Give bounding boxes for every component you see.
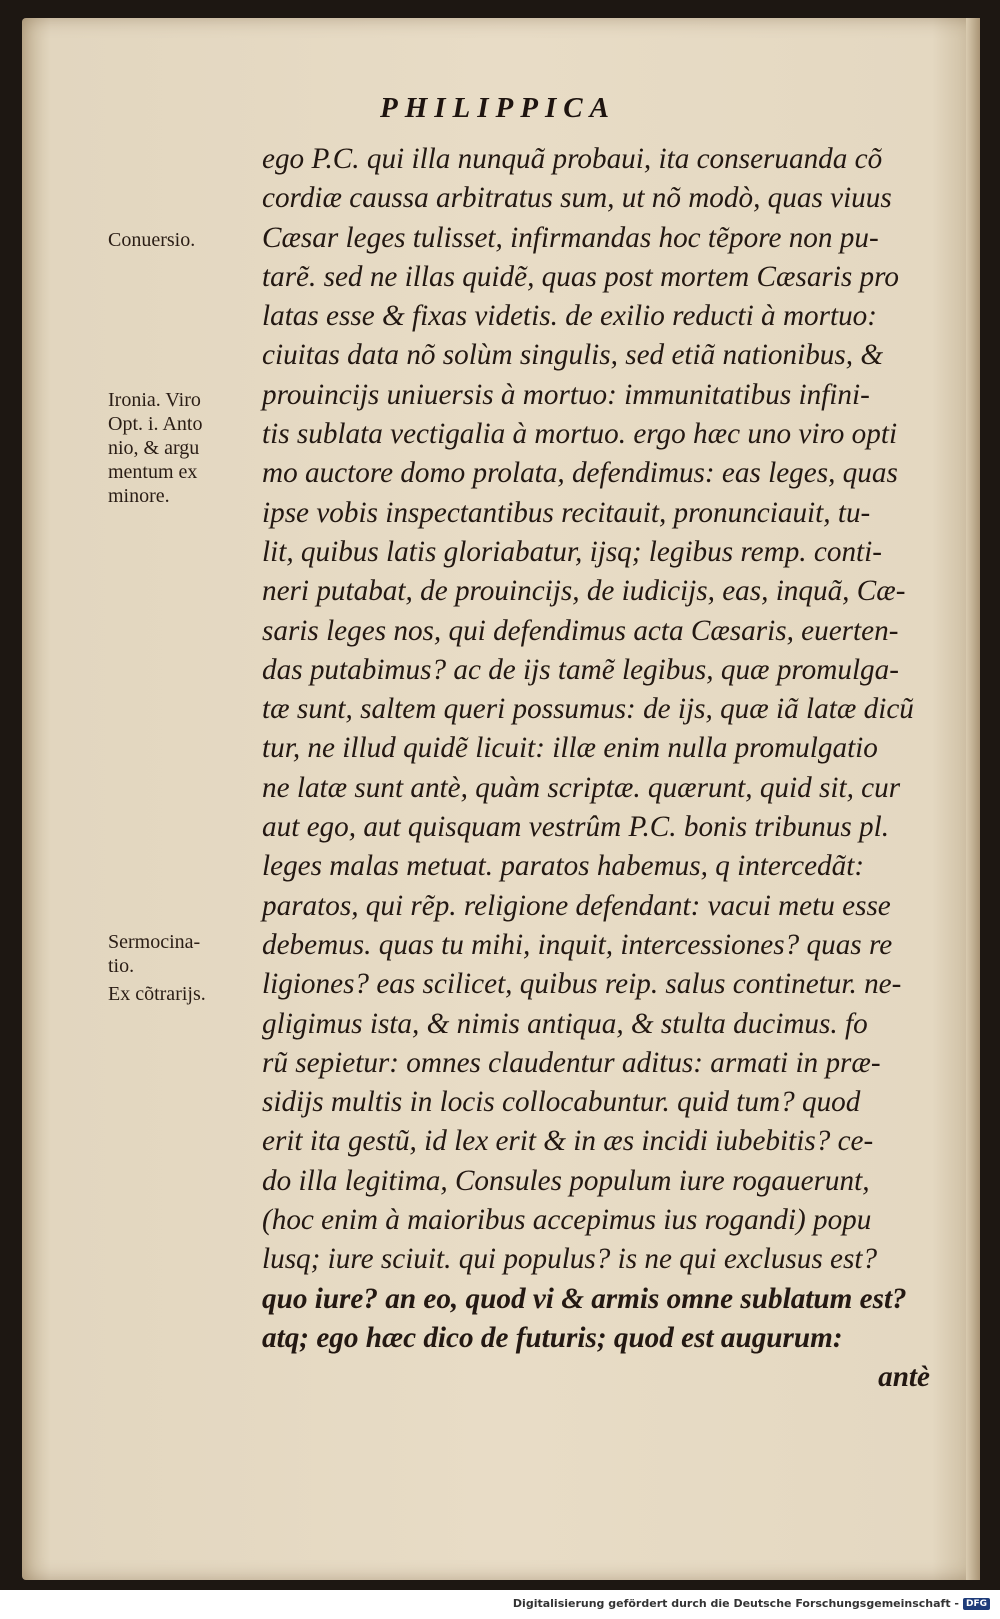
digitization-credit xyxy=(513,1597,990,1610)
text-line: lusq; iure sciuit. qui populus? is ne qui exclusus est? xyxy=(262,1243,878,1276)
text-line: tæ sunt, saltem queri possumus: de ijs, quæ iã latæ dicũ xyxy=(262,693,914,726)
text-line: latas esse & fixas videtis. de exilio reducti à mortuo: xyxy=(262,300,877,333)
text-line: gligimus ista, & nimis antiqua, & stulta ducimus. fo xyxy=(262,1007,868,1040)
margin-note-line: Opt. i. Anto xyxy=(108,413,203,435)
margin-note-conuersio xyxy=(108,228,195,252)
text-line: lit, quibus latis gloriabatur, ijsq; legibus remp. conti- xyxy=(262,535,882,568)
text-line: (hoc enim à maioribus accepimus ius rogandi) popu xyxy=(262,1204,872,1237)
text-line: quo iure? an eo, quod vi & armis omne sublatum est? xyxy=(262,1282,907,1315)
text-line: neri putabat, de prouincijs, de iudicijs, eas, inquã, Cæ- xyxy=(262,575,906,608)
margin-note-line: mentum ex xyxy=(108,461,198,483)
margin-note-line: Sermocina- xyxy=(108,931,201,953)
text-line: tarẽ. sed ne illas quidẽ, quas post mortem Cæsaris pro xyxy=(262,260,900,293)
text-line: atq; ego hæc dico de futuris; quod est augurum: xyxy=(262,1321,843,1354)
text-line: sidijs multis in locis collocabuntur. quid tum? quod xyxy=(262,1086,861,1119)
catchword: antè xyxy=(878,1361,930,1394)
text-line: rũ sepietur: omnes claudentur aditus: armati in præ- xyxy=(262,1046,881,1079)
page-gutter xyxy=(966,18,980,1580)
text-line: tur, ne illud quidẽ licuit: illæ enim nulla promulgatio xyxy=(262,732,878,765)
text-line: ego P.C. qui illa nunquã probaui, ita conseruanda cõ xyxy=(262,143,883,175)
text-line: Cæsar leges tulisset, infirmandas hoc tẽpore non pu- xyxy=(262,221,879,254)
text-line: do illa legitima, Consules populum iure rogauerunt, xyxy=(262,1164,870,1197)
text-line: das putabimus? ac de ijs tamẽ legibus, quæ promulga- xyxy=(262,653,899,686)
running-head: PHILIPPICA xyxy=(380,92,616,124)
credit-text: Digitalisierung gefördert durch die Deutsche Forschungsgemeinschaft - xyxy=(512,1597,959,1610)
text-line: tis sublata vectigalia à mortuo. ergo hæc uno viro opti xyxy=(262,418,898,451)
margin-note-line: minore. xyxy=(108,485,170,507)
body-text xyxy=(262,140,952,1398)
text-line: cordiæ caussa arbitratus sum, ut nõ modò, quas viuus xyxy=(262,182,892,215)
text-line: saris leges nos, qui defendimus acta Cæsaris, euerten- xyxy=(262,614,899,647)
margin-note-line: nio, & argu xyxy=(108,437,200,459)
margin-note-line: tio. xyxy=(108,955,135,977)
margin-note-ex-contrariis xyxy=(108,982,206,1006)
dfg-logo-icon: DFG xyxy=(963,1598,990,1610)
text-line: ciuitas data nõ solùm singulis, sed etiã nationibus, & xyxy=(262,339,884,372)
margin-note-line: Ex cõtrarijs. xyxy=(108,983,206,1005)
margin-note-ironia xyxy=(108,388,202,508)
margin-note-line: Ironia. Viro xyxy=(108,389,201,411)
text-line: mo auctore domo prolata, defendimus: eas leges, quas xyxy=(262,457,898,490)
text-line: debemus. quas tu mihi, inquit, intercessiones? quas re xyxy=(262,928,893,961)
text-line: ipse vobis inspectantibus recitauit, pronunciauit, tu- xyxy=(262,496,871,529)
text-line: ne latæ sunt antè, quàm scriptæ. quærunt, quid sit, cur xyxy=(262,771,901,804)
text-line: paratos, qui rẽp. religione defendant: vacui metu esse xyxy=(262,889,891,922)
margin-note-sermocinatio xyxy=(108,930,200,978)
text-line: prouincijs uniuersis à mortuo: immunitatibus infini- xyxy=(262,378,870,411)
text-line: leges malas metuat. paratos habemus, q intercedãt: xyxy=(262,850,865,883)
text-line: erit ita gestũ, id lex erit & in æs incidi iubebitis? ce- xyxy=(262,1125,874,1158)
margin-note-line: Conuersio. xyxy=(108,229,196,251)
text-line: aut ego, aut quisquam vestrûm P.C. bonis tribunus pl. xyxy=(262,811,890,844)
text-line: ligiones? eas scilicet, quibus reip. salus continetur. ne- xyxy=(262,968,902,1001)
